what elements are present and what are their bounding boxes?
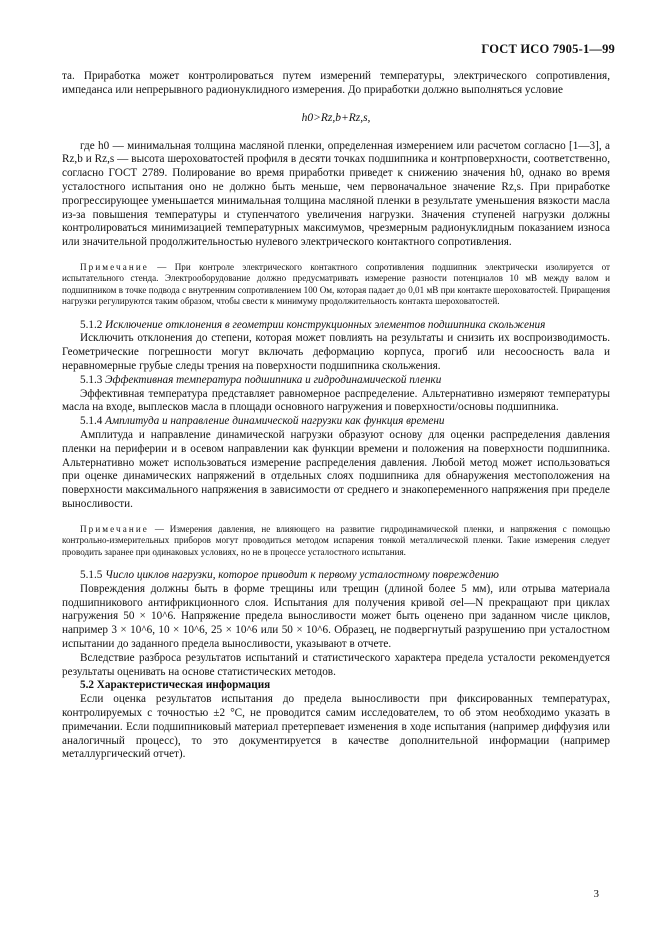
section-5-1-5-number: 5.1.5 (80, 568, 103, 581)
document-header: ГОСТ ИСО 7905-1—99 (481, 42, 615, 56)
note-1-text: — При контроле электрического контактного сопротивления подшипник электрически изолируется от испытательного стенда. Электрооборудование должно предусматривать измерение разности потенциалов 10 мВ между валом и подшипником в точке подвода с внутренним сопротивлением 100 Ом, которая падает до 0,01 мВ при контакте шероховатостей. Приращения нагрузки регулируются таким образом, чтобы свести к минимуму продолжительность контакта шероховатостей. (62, 261, 610, 307)
section-5-1-4-number: 5.1.4 (80, 415, 103, 428)
section-5-1-5-title: Число циклов нагрузки, которое приводит к первому усталостному повреждению (105, 568, 499, 581)
section-5-1-2-number: 5.1.2 (80, 318, 103, 331)
section-5-1-3-heading (62, 374, 610, 388)
section-5-1-2-text: Исключить отклонения до степени, которая может повлиять на результаты и снизить их воспроизводимость. Геометрические погрешности могут включать деформацию корпуса, прогиб или несоосность вала и неравномерные грубые следы трения на поверхности подшипника скольжения. (62, 332, 610, 372)
intro-paragraph: та. Приработка может контролироваться путем измерений температуры, электрического сопротивления, импеданса или непрерывного радионуклидного измерения. До приработки должно выполняться условие (62, 70, 610, 96)
section-5-2-text: Если оценка результатов испытания до предела выносливости при фиксированных температурах, контролируемых с точностью ±2 °С, не проводится самим исследователем, то об этом необходимо указать в примечании. Если подшипниковый материал претерпевает изменения в ходе испытания (например диффузия или аналогичный процесс), то это документируется в качестве дополнительной информации (например металлургический отчет). (62, 693, 610, 761)
note-2-text: — Измерения давления, не влияющего на развитие гидродинамической пленки, и напряжения с помощью контрольно-измерительных приборов могут проводиться методом испарения тонкой металлической пленки. Такие измерения следует проводить заранее при одинаковых условиях, но не в процессе усталостного испытания. (62, 523, 610, 557)
paragraph-where: где h0 — минимальная толщина масляной пленки, определенная измерением или расчетом согласно [1—3], а Rz,b и Rz,s — высота шероховатостей профиля в десяти точках подшипника и контрповерхности, соответственно, согласно ГОСТ 2789. Полирование во время приработки приведет к снижению значения h0, однако во время усталостного испытания оно не должно быть меньше, чем первоначальное значение Rz,s. При приработке прогрессирующее уменьшается минимальная толщина масляной пленки в результате уменьшения вязкости масла из-за повышения температуры и ступенчатого увеличения нагрузки. Значения ступеней нагрузки должны контролироваться минимизацией температурных максимумов, чрезмерным радионуклидным показанием износа или значительной продолжительностью нулевого электрического контактного сопротивления. (62, 139, 610, 249)
section-5-1-5-heading (62, 569, 610, 583)
note-1-label: Примечание (80, 261, 149, 272)
page-number: 3 (593, 888, 599, 900)
section-5-1-3-number: 5.1.3 (80, 373, 103, 386)
section-5-1-4-text: Амплитуда и направление динамической нагрузки образуют основу для оценки распределения давления пленки на периферии и в осевом направлении как функции времени и положения на поверхности подшипника. Альтернативно может использоваться измерение распределения давления. Любой метод может использоваться при оценке динамических напряжений в отдельных слоях подшипника для обнаружения местоположения на поверхности максимального напряжения в зависимости от среднего и знакопеременного напряжения при пределе выносливости. (62, 428, 610, 510)
section-5-1-4-title: Амплитуда и направление динамической нагрузки как функция времени (105, 415, 445, 428)
section-5-1-2-title: Исключение отклонения в геометрии конструкционных элементов подшипника скольжения (105, 318, 546, 331)
formula (62, 112, 610, 124)
section-5-1-3-text: Эффективная температура представляет равномерное распределение. Альтернативно измеряют температуры масла на входе, выплесков масла в площади основного нагружения и поверхности/основы подшипника. (62, 387, 610, 414)
section-5-2-title: Характеристическая информация (96, 679, 271, 692)
section-5-1-3-title: Эффективная температура подшипника и гидродинамической пленки (105, 373, 442, 386)
section-5-1-5-text: Повреждения должны быть в форме трещины или трещин (длиной более 5 мм), или отрыва материала подшипникового антифрикционного слоя. Испытания для получения кривой σel—N прекращают при циклах нагружения 50 × 10^6. Напряжение предела выносливости может быть оценено при заданном числе циклов, например 3 × 10^6, 10 × 10^6, 25 × 10^6 или 50 × 10^6. Образец, не подвергнутый разрушению при усталостном испытании до заданного предела выносливости, указывают в отчете. (62, 582, 610, 650)
formula-text: h0>Rz,b+Rz,s, (301, 111, 371, 124)
section-5-2-number: 5.2 (80, 679, 94, 692)
section-5-1-5-text-2: Вследствие разброса результатов испытаний и статистического характера предела усталости рекомендуется результаты оценивать на основе статистических методов. (62, 651, 610, 678)
note-1 (62, 262, 610, 308)
note-2 (62, 524, 610, 558)
section-5-2-heading (62, 679, 610, 693)
note-2-label: Примечание (80, 523, 149, 534)
page-body (62, 70, 610, 762)
section-5-1-4-heading (62, 415, 610, 429)
section-5-1-2-heading (62, 319, 610, 333)
